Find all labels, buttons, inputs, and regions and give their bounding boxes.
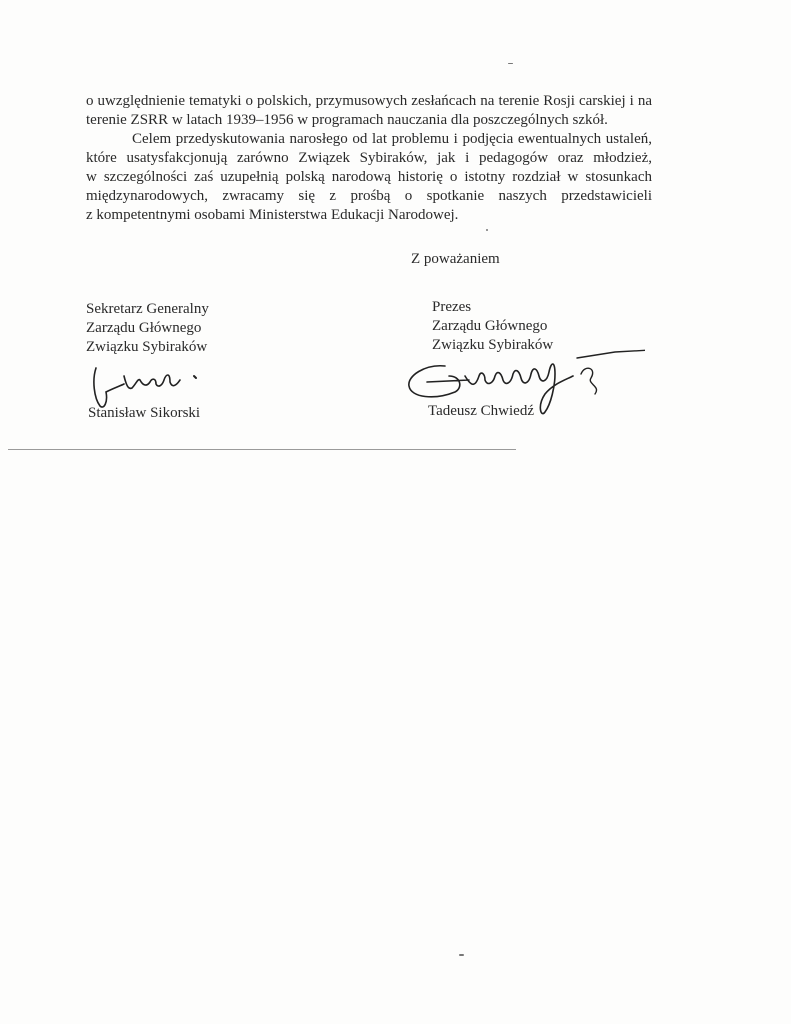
scan-speck: [508, 63, 513, 64]
scan-speck: [459, 954, 464, 956]
left-signatory-name: Stanisław Sikorski: [88, 405, 201, 421]
title-line: Związku Sybiraków: [432, 337, 554, 353]
letter-body: [86, 92, 652, 225]
title-line: Prezes: [432, 299, 472, 315]
body-line: Celem przedyskutowania narosłego od lat problemu i podjęcia ewentualnych ustaleń,: [132, 131, 652, 147]
right-signatory-name: Tadeusz Chwiedź: [428, 403, 534, 419]
left-signatory-title: [86, 300, 209, 357]
body-line: z kompetentnymi osobami Ministerstwa Edukacji Narodowej.: [86, 207, 459, 223]
body-line: międzynarodowych, zwracamy się z prośbą o spotkanie naszych przedstawicieli: [86, 188, 652, 204]
body-line: w szczególności zaś uzupełnią polską narodową historię o istotny rozdział w stosunkach: [86, 169, 652, 185]
title-line: Związku Sybiraków: [86, 339, 208, 355]
scan-speck: [486, 229, 488, 231]
closing-salutation: Z poważaniem: [411, 251, 500, 267]
title-line: Zarządu Głównego: [432, 318, 548, 334]
body-line: terenie ZSRR w latach 1939–1956 w programach nauczania dla poszczególnych szkół.: [86, 112, 608, 128]
title-line: Zarządu Głównego: [86, 320, 202, 336]
title-line: Sekretarz Generalny: [86, 301, 209, 317]
body-line: które usatysfakcjonują zarówno Związek Sybiraków, jak i pedagogów oraz młodzież,: [86, 150, 652, 166]
body-line: o uwzględnienie tematyki o polskich, przymusowych zesłańcach na terenie Rosji carskiej i na: [86, 93, 652, 109]
horizontal-rule: [8, 449, 516, 450]
